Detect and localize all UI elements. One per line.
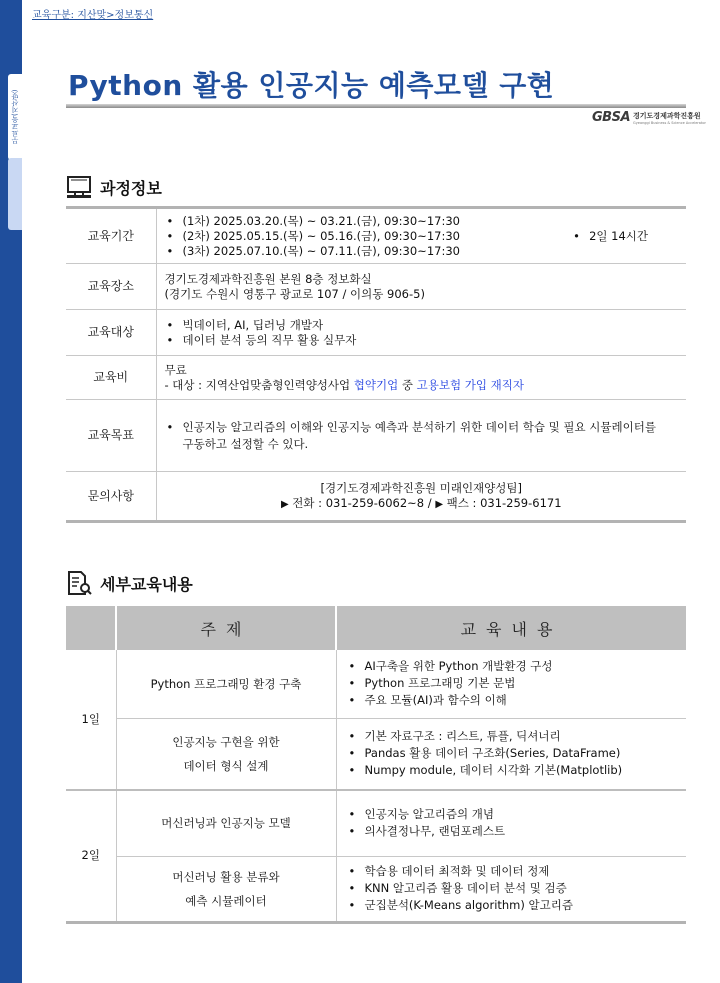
target-item: • 빅데이터, AI, 딥러닝 개발자 bbox=[165, 318, 679, 333]
content-item: • 기본 자료구조 : 리스트, 튜플, 딕셔너리 bbox=[347, 728, 677, 745]
content-item: • KNN 알고리즘 활용 데이터 분석 및 검증 bbox=[347, 880, 677, 897]
section-course-info-title: 과정정보 bbox=[100, 178, 162, 198]
section-detail-header bbox=[66, 570, 193, 596]
table-row bbox=[66, 650, 686, 718]
goal-text: • 인공지능 알고리즘의 이해와 인공지능 예측과 분석하기 위한 데이터 학습 및 필요 시뮬레이터를 구동하고 설정할 수 있다. bbox=[165, 419, 663, 453]
topic-cell: 인공지능 구현을 위한 데이터 형식 설계 bbox=[116, 718, 336, 790]
computer-monitor-icon bbox=[66, 174, 92, 200]
logo-name-en: Gyeonggi Business & Science Accelerator bbox=[633, 120, 706, 125]
logo-mark: GBSA bbox=[592, 110, 631, 125]
topic-cell: Python 프로그래밍 환경 구축 bbox=[116, 650, 336, 718]
content-cell bbox=[336, 856, 686, 922]
content-item: • 군집분석(K-Means algorithm) 알고리즘 bbox=[347, 897, 677, 914]
fee-link-insured[interactable]: 고용보험 가입 재직자 bbox=[416, 377, 524, 392]
content-item: • 인공지능 알고리즘의 개념 bbox=[347, 806, 677, 823]
contact-label: 문의사항 bbox=[66, 472, 156, 522]
contact-phone: 전화 : 031-259-6062~8 bbox=[292, 495, 425, 510]
content-item: • Numpy module, 데이터 시각화 기본(Matplotlib) bbox=[347, 762, 677, 779]
contact-numbers: ▶ 전화 : 031-259-6062~8 / ▶ 팩스 : 031-259-6171 bbox=[280, 495, 562, 510]
content-cell bbox=[336, 718, 686, 790]
breadcrumb[interactable]: 교육구분: 지산맞>정보통신 bbox=[32, 10, 154, 21]
content-item: • 학습용 데이터 최적화 및 데이터 정제 bbox=[347, 863, 677, 880]
content-item: • AI구축을 위한 Python 개발환경 구성 bbox=[347, 658, 677, 675]
header-content: 교육내용 bbox=[336, 606, 686, 650]
side-tab-secondary bbox=[8, 158, 22, 230]
place-address: (경기도 수원시 영통구 광교로 107 / 이의동 906-5) bbox=[164, 286, 425, 301]
goal-label: 교육목표 bbox=[66, 400, 156, 472]
header-topic: 주제 bbox=[116, 606, 336, 650]
content-item: • Python 프로그래밍 기본 문법 bbox=[347, 675, 677, 692]
topic-cell: 머신러닝과 인공지능 모델 bbox=[116, 790, 336, 856]
content-cell bbox=[336, 650, 686, 718]
contact-org: [경기도경제과학진흥원 미래인재양성팀] bbox=[320, 480, 522, 495]
content-cell bbox=[336, 790, 686, 856]
arrow-icon: ▶ bbox=[280, 498, 289, 510]
section-detail-title: 세부교육내용 bbox=[100, 574, 193, 594]
gbsa-logo bbox=[592, 110, 706, 125]
row-goal bbox=[66, 400, 686, 472]
day-cell: 2일 bbox=[66, 790, 116, 922]
day-cell: 1일 bbox=[66, 650, 116, 790]
row-contact bbox=[66, 472, 686, 522]
side-tab[interactable] bbox=[8, 74, 22, 160]
target-label: 교육대상 bbox=[66, 310, 156, 356]
fee-link-partner[interactable]: 협약기업 bbox=[353, 377, 399, 392]
side-tab-label: 무료교육(지산맞) bbox=[11, 89, 19, 145]
target-item: • 데이터 분석 등의 직무 활용 실무자 bbox=[165, 333, 679, 348]
period-label: 교육기간 bbox=[66, 208, 156, 264]
place-label: 교육장소 bbox=[66, 264, 156, 310]
fee-value: 무료 bbox=[164, 362, 187, 377]
course-info-table bbox=[66, 206, 686, 523]
section-course-info-header bbox=[66, 174, 162, 200]
page-title: Python 활용 인공지능 예측모델 구현 bbox=[68, 69, 555, 102]
place-name: 경기도경제과학진흥원 본원 8층 정보화실 bbox=[164, 271, 372, 286]
table-row bbox=[66, 790, 686, 856]
row-place bbox=[66, 264, 686, 310]
period-item: • (2차) 2025.05.15.(목) ~ 05.16.(금), 09:30~17:30 bbox=[165, 229, 460, 244]
title-underline bbox=[66, 104, 686, 108]
period-item: • (1차) 2025.03.20.(목) ~ 03.21.(금), 09:30~17:30 bbox=[165, 214, 460, 229]
header-day bbox=[66, 606, 116, 650]
row-target bbox=[66, 310, 686, 356]
period-duration: • 2일 14시간 bbox=[571, 229, 648, 244]
detail-table bbox=[66, 606, 686, 924]
content-item: • Pandas 활용 데이터 구조화(Series, DataFrame) bbox=[347, 745, 677, 762]
table-row bbox=[66, 718, 686, 790]
fee-label: 교육비 bbox=[66, 356, 156, 400]
period-item: • (3차) 2025.07.10.(목) ~ 07.11.(금), 09:30~17:30 bbox=[165, 244, 460, 259]
document-search-icon bbox=[66, 570, 92, 596]
row-period bbox=[66, 208, 686, 264]
table-row bbox=[66, 856, 686, 922]
content-item: • 의사결정나무, 랜덤포레스트 bbox=[347, 823, 677, 840]
topic-cell: 머신러닝 활용 분류와 예측 시뮬레이터 bbox=[116, 856, 336, 922]
row-fee bbox=[66, 356, 686, 400]
logo-name-ko: 경기도경제과학진흥원 bbox=[633, 111, 701, 120]
content-item: • 주요 모듈(AI)과 함수의 이해 bbox=[347, 692, 677, 709]
contact-fax: 팩스 : 031-259-6171 bbox=[446, 495, 562, 510]
arrow-icon: ▶ bbox=[435, 498, 444, 510]
period-list bbox=[165, 214, 460, 259]
fee-condition: - 대상 : 지역산업맞춤형인력양성사업 협약기업 중 고용보험 가입 재직자 bbox=[164, 377, 524, 392]
